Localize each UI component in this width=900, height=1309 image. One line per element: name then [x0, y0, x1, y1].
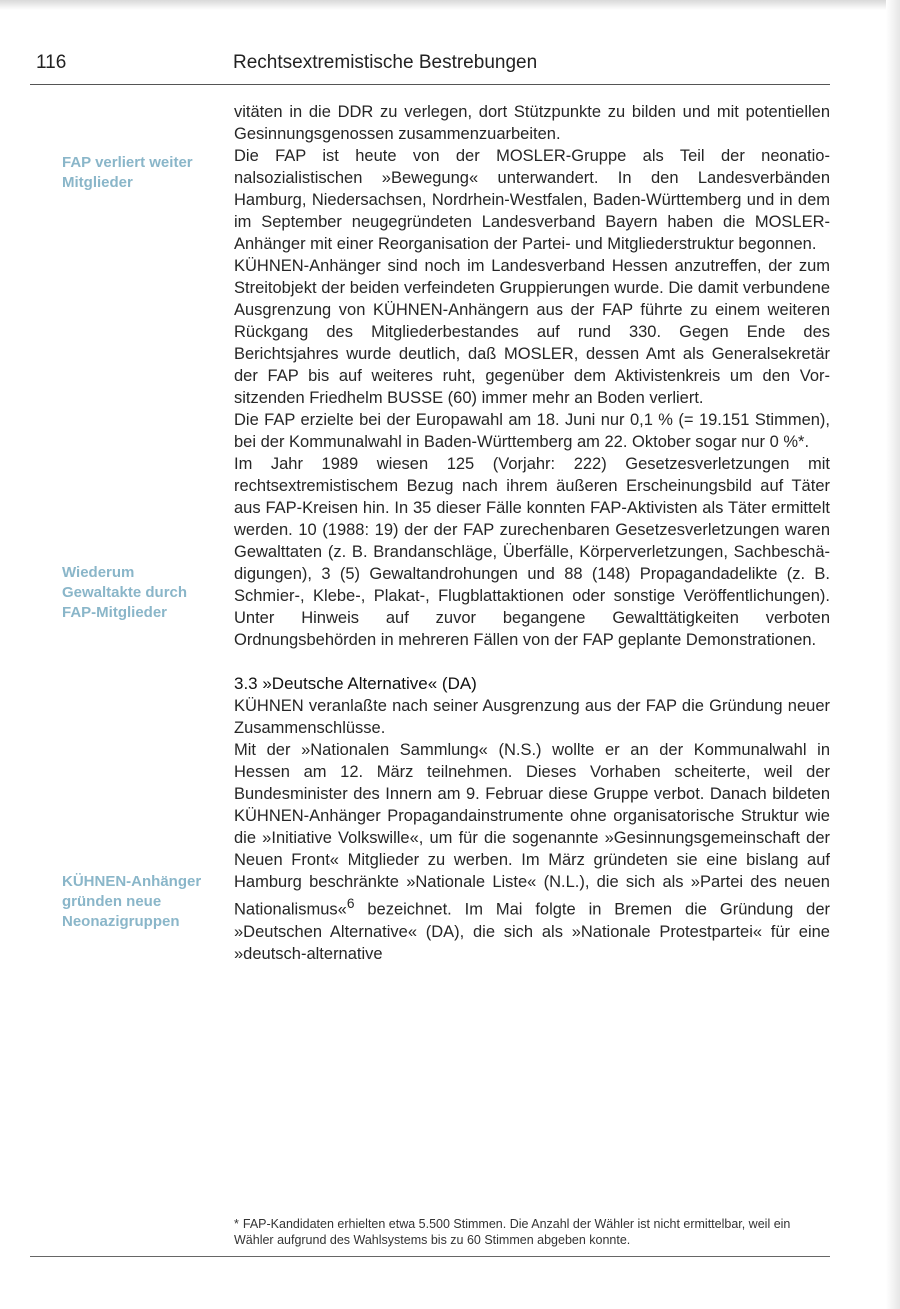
page-header — [28, 50, 828, 80]
paragraph: vitäten in die DDR zu verlegen, dort Stützpunkte zu bilden und mit potentiellen Gesinnungsgenossen zusammenzuarbeiten. — [234, 103, 830, 143]
paragraph — [234, 739, 830, 965]
footer-rule — [30, 1256, 830, 1257]
paragraph-text: Mit der »Nationalen Sammlung« (N.S.) wollte er an der Kommunalwahl in Hessen am 12. März teilnehmen. Dieses Vorhaben scheiterte, weil der Bundesminister des Innern am 9. Februar diese Gruppe verbot. Danach bildeten KÜHNEN-Anhänger Propagandainstrumente ohne organisatorische Struktur wie die »Initiative Volkswille«, um für die sogenannte »Gesinnungsgemeinschaft der Neuen Front« Mitglieder zu werben. Im März gründeten sie eine bislang auf Hamburg beschränkte »Nationale Liste« (N.L.), die sich als »Partei des neuen Nationalismus« — [234, 741, 830, 919]
footnote-marker: * — [234, 1217, 239, 1231]
main-text — [234, 101, 830, 965]
running-title: Rechtsextremistische Bestrebungen — [233, 52, 538, 73]
paragraph: Die FAP erzielte bei der Europawahl am 18. Juni nur 0,1 % (= 19.151 Stimmen), bei der Kommunalwahl in Baden-Württemberg am 22. Oktober sogar nur 0 %*. — [234, 411, 830, 451]
paragraph: Im Jahr 1989 wiesen 125 (Vorjahr: 222) Gesetzesverletzungen mit rechtsextremistischem Bezug nach ihrem äußeren Erscheinungsbild auf Täter aus FAP-Kreisen hin. In 35 dieser Fälle konnten FAP-Aktivisten als Täter ermittelt werden. 10 (1988: 19) der der FAP zurechenbaren Gesetzesverletzungen waren Gewalttaten (z. B. Brandanschläge, Überfälle, Körperverletzungen, Sachbeschädigungen), 3 (5) Gewaltandrohungen und 88 (148) Propagandadelikte (z. B. Schmier-, Klebe-, Plakat-, Flugblattaktionen oder sonstige Veröffentlichungen). Unter Hinweis auf zuvor begangene Gewalttätigkeiten verboten Ordnungsbehörden in mehreren Fällen von der FAP geplante Demonstrationen. — [234, 455, 830, 649]
footnote-text: FAP-Kandidaten erhielten etwa 5.500 Stimmen. Die Anzahl der Wähler ist nicht ermittelbar, weil ein Wähler aufgrund des Wahlsystems bis zu 60 Stimmen abgeben konnte. — [234, 1217, 791, 1247]
scan-edge-top — [0, 0, 900, 10]
paragraph: KÜHNEN-Anhänger sind noch im Landesverband Hessen anzutreffen, der zum Streitobjekt der beiden verfeindeten Gruppierungen wurde. Die damit verbundene Ausgrenzung von KÜHNEN-Anhängern aus der FAP führte zu einem weiteren Rückgang des Mitgliederbestandes auf rund 330. Gegen Ende des Berichtsjahres wurde deutlich, daß MOSLER, dessen Amt als Generalsekretär der FAP bis auf weiteres ruht, gegenüber dem Aktivistenkreis um den Vorsitzenden Friedhelm BUSSE (60) immer mehr an Boden verliert. — [234, 257, 830, 407]
page-number: 116 — [36, 52, 67, 73]
margin-note-kuehnen: KÜHNEN-Anhänger gründen neue Neonazigruppen — [62, 873, 202, 930]
paragraph: KÜHNEN veranlaßte nach seiner Ausgrenzung aus der FAP die Gründung neuer Zusammenschlüsse. — [234, 697, 830, 737]
margin-note-violence: Wiederum Gewaltakte durch FAP-Mitglieder — [62, 564, 188, 621]
scan-edge-right — [886, 0, 900, 1309]
footnote-reference: 6 — [346, 896, 355, 911]
header-rule — [30, 84, 830, 85]
paragraph: Die FAP ist heute von der MOSLER-Gruppe als Teil der neonationalsozialistischen »Bewegung« unterwandert. In den Landesverbänden Hamburg, Niedersachsen, Nordrhein-Westfalen, Baden-Württemberg und in dem im September neugegründeten Landesverband Bayern haben die MOSLER-Anhänger mit einer Reorganisation der Partei- und Mitgliederstruktur begonnen. — [234, 147, 830, 253]
margin-note-fap-members: FAP verliert weiter Mitglieder — [62, 154, 193, 191]
section-heading: 3.3 »Deutsche Alternative« (DA) — [234, 674, 477, 693]
footnote — [234, 1216, 830, 1248]
paragraph-text: bezeichnet. Im Mai folgte in Bremen die Gründung der »Deutschen Alternative« (DA), die sich als »Nationale Protestpartei« für eine »deutsch-alternative — [234, 900, 830, 963]
